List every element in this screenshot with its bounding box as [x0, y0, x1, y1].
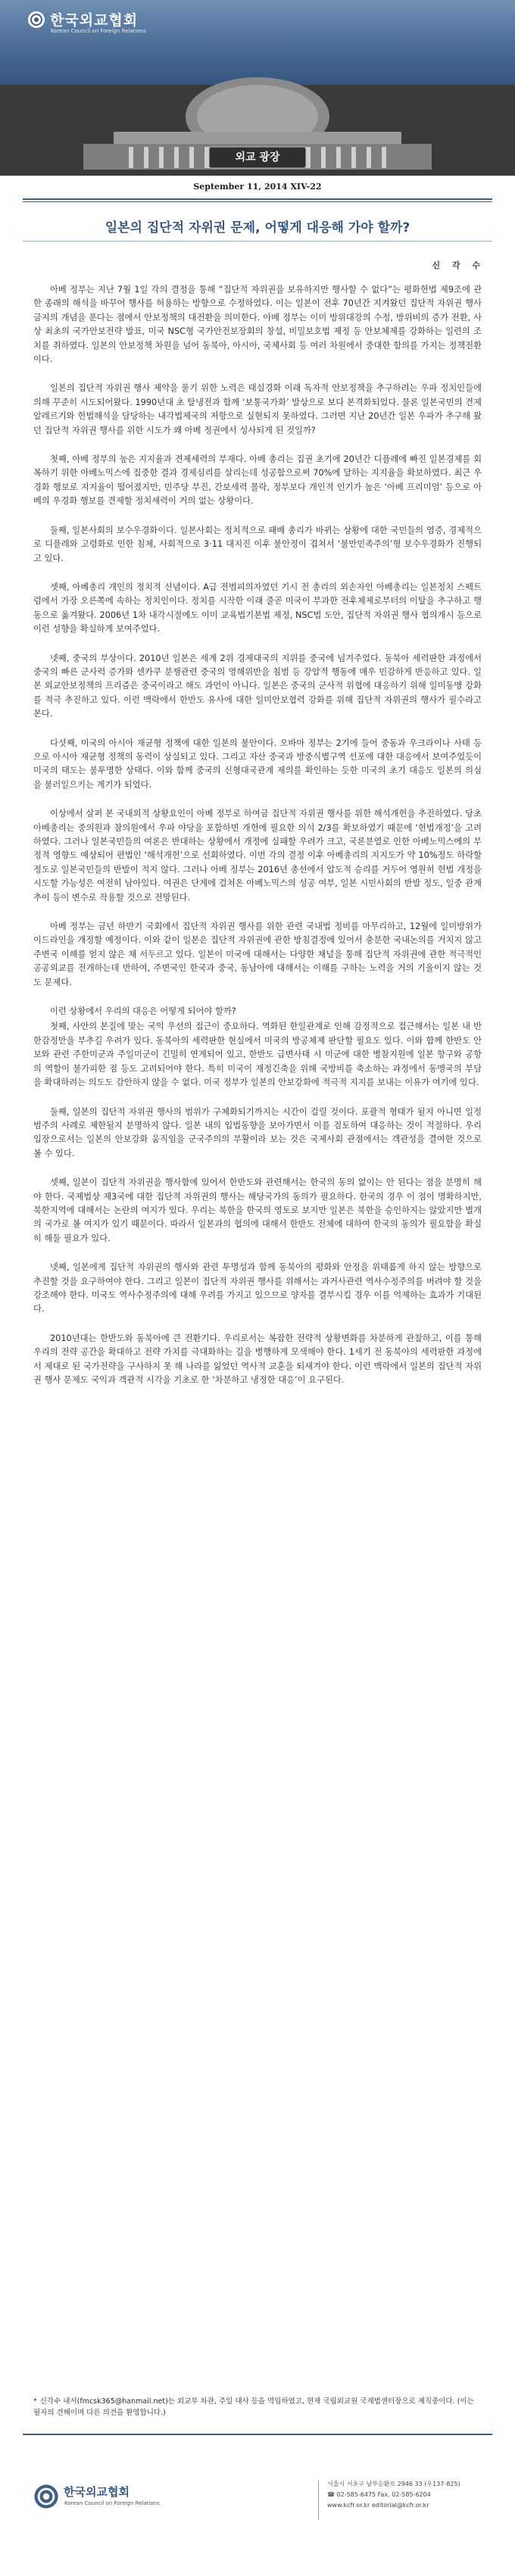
publication-name: 외교 광장 [235, 151, 280, 164]
asterisk-icon: * [33, 2397, 37, 2406]
footer-org-name-en: Korean Council on Foreign Relations [64, 2500, 160, 2506]
council-logo-icon [33, 2484, 59, 2509]
footer-phone: ☎ 02-585-6475 Fax. 02-585-6204 [327, 2491, 431, 2498]
divider [23, 241, 492, 242]
paragraph: 넷째, 일본에게 집단적 자위권의 행사와 관련 투명성과 함께 동북아의 평화와 안정을 위태롭게 하지 않는 방향으로 추진할 것을 요구하여야 한다. 그리고 일본이 집단적 자위권 행사를 위해서는 과거사관련 역사수정주의를 버려야 할 것을 강조해야 한다. 미국도 역사수정주의에 대해 우려를 가지고 있으므로 양자를 결부시킬 경우 이를 억제하는 효과가 기대된다. [33, 1262, 482, 1315]
paragraph: 아베 정부는 금년 하반기 국회에서 집단적 자위권 행사를 위한 관련 국내법 정비를 마무리하고, 12월에 일미방위가이드라인을 개정할 예정이다. 이와 같이 일본은 집단적 자위권에 관한 방침결정에 있어서 충분한 국내논의를 거치지 않고 주변국 이해를 얻지 않은 채 서두르고 있다. 일본이 미국에 대해서는 다양한 채널을 통해 집단적 자위권에 관한 적극적인 공공외교를 전개하는데 반하여, 주변국인 한국과 중국, 동남아에 대해서는 이해를 구하는 노력을 거의 기울이지 않는 것도 문제다. [33, 922, 482, 987]
paragraph: 이런 상황에서 우리의 대응은 어떻게 되어야 할까? [50, 1006, 236, 1017]
org-name-en: Korean Council on Foreign Relations [51, 28, 146, 34]
paragraph: 넷째, 중국의 부상이다. 2010년 일본은 세계 2위 경제대국의 지위를 중국에 넘겨주었다. 동북아 세력판한 과정에서 중국의 빠른 군사력 증가와 센카쿠 분쟁관련 중국의 영해위반을 침범 등 강압적 행동에 매우 민감하게 반응하고 있다. 일본 외교안보정책의 프리즘은 중국이라고 해도 과언이 아니다. 일본은 중국의 군사적 위협에 대응하기 위해 일미동맹 강화를 적극 추진하고 있다. 이런 맥락에서 한반도 유사에 대한 일미안보협력 강화를 위해 집단적 자위권의 행사가 필수라고 본다. [33, 653, 482, 719]
paragraph: 다섯째, 미국의 아시아 재균형 정책에 대한 일본의 불안이다. 오바마 정부는 2기에 들어 중동과 우크라이나 사태 등으로 아시아 재균형 정책의 동력이 상실되고 있다. 그리고 자산 중국과 방중식별구역 선포에 대한 대응에서 보여주었듯이 미국의 태도는 불투명한 상태다. 이와 함께 중국의 신형대국관계 제의를 확인하는 듯한 미국의 초기 대응도 일본의 의심을 불러일으키는 계기가 되었다. [33, 738, 482, 790]
paragraph: 셋째, 아베총리 개인의 정치적 신념이다. A급 전범피의자였던 기시 전 총리의 외손자인 아베총리는 일본정치 스펙트럼에서 가장 오른쪽에 속하는 정치인이다. 정치를 시작한 이래 줄곧 미국이 부과한 전후체제로부터의 이탈을 추구하고 행동으로 옮겨왔다. 2006년 1차 내각시절에도 이미 교육법기본법 제정, NSC법 도안, 집단적 자위권 행사 협의개시 등으로 이런 성향을 확실하게 보여주었다. [33, 582, 482, 635]
paragraph: 셋째, 일본이 집단적 자위권을 행사함에 있어서 한반도와 관련해서는 한국의 동의 없이는 안 된다는 점을 분명히 해야 한다. 국제법상 제3국에 대한 집단적 자위권의 행사는 해당국가의 동의가 필요하다. 한국의 경우 이 점이 명확하지만, 북한지역에 대해서는 논란의 여지가 있다. 우리는 북한을 한국의 영토로 보지만 일본은 북한을 승인하지는 않았지만 별개의 국가로 볼 여지가 있기 때문이다. 따라서 일본과의 협의에 대해서 한반도 전체에 대하여 한국의 동의가 필요함을 확실히 해둘 필요가 있다. [33, 1177, 482, 1243]
article-body [33, 283, 482, 1402]
org-name-ko: 한국외교협회 [50, 12, 139, 29]
article-author: 신 각 수 [432, 260, 485, 270]
publication-badge [204, 142, 311, 173]
article-title: 일본의 집단적 자위권 문제, 어떻게 대응해 가야 할까? [105, 220, 410, 235]
paragraph: 둘째, 일본의 집단적 자위권 행사의 범위가 구체화되기까지는 시간이 걸릴 것이다. 포괄적 형태가 될지 아니면 일정 범주의 사례로 제한될지 분명하지 않다. 일본 내의 입법동향을 보아가면서 이를 검토하여 대응하는 것이 적절하다. 우리 입장으로서는 일본의 안보강화 움직임을 군국주의의 부활이라 보는 것은 국제사회 관점에서는 객관성을 결여한 것으로 볼 수 있다. [33, 1106, 482, 1159]
paragraph: 이상에서 살펴 본 국내외적 상황요인이 아베 정부로 하여금 집단적 자위권 행사를 위한 해석개헌을 추진하였다. 당초 아베총리는 중의원과 참의원에서 우파 야당을 포함하면 개헌에 필요한 의석 2/3를 확보하였기 때문에 ‘헌법개정’을 고려하였다. 그러나 일본국민들의 여론은 반대하는 상황에서 개정에 실패할 우려가 크고, 국론분열로 인한 아베노믹스에의 부정적 영향도 예상되어 편법인 ‘해석개헌’으로 선회하였다. 이번 각의 결정 이후 아베총리의 지지도가 약 10%정도 하락할 정도로 일본국민들의 반발이 적지 않다. 그러나 아베 정부는 2016년 총선에서 압도적 승리를 거두어 영원히 헌법 개정을 시도할 가능성은 여전히 남아있다. 여권은 단계에 걸쳐온 아베노믹스의 성공 여부, 일본 시민사회의 반발 정도, 일중 관계 추이 등이 변수로 작용할 것으로 전망된다. [33, 809, 482, 903]
footer-org-name-ko: 한국외교협회 [64, 2485, 130, 2499]
footer-address: 서울시 서초구 남부순환로 2946 33 (우137-825) [327, 2481, 460, 2487]
paragraph: 2010년대는 한반도와 동북아에 큰 전환기다. 우리로서는 복잡한 전략적 상황변화를 차분하게 관찰하고, 이를 통해 우리의 전략 공간을 확대하고 전략 가치를 극대화하는 길을 병행하게 모색해야 한다. 1세기 전 동북아의 세력판한 과정에서 제대로 된 국가전략을 구사하지 못 해 나라를 잃었던 역사적 교훈을 되새겨야 한다. 이런 맥락에서 일본의 집단적 자위권 행사 문제도 국익과 객관적 시각을 기초로 한 ‘차분하고 냉정한 대응’이 요구된다. [33, 1333, 482, 1385]
paragraph: 첫째, 사안의 본질에 맞는 국익 우선의 접근이 중요하다. 역화된 한일관계로 인해 감정적으로 접근해서는 일본 내 반한감정만을 부추길 우려가 있다. 동북아의 세력판한 현실에서 미국의 방공체제 판단할 필요도 있다. 이와 함께 한반도 안보와 관련 주한미군과 주일미군이 긴밀히 연계되어 있고, 한반도 급변사태 시 미군에 대한 병참지원에 일본 항구와 공항의 역할이 불가피한 점 등도 고려되어야 한다. 특히 미국이 재정긴축을 위해 국방비를 축소하는 과정에서 동맹국의 부담을 확대하려는 의도도 감안하지 않을 수 없다. 미국 정부가 일본의 안보강화에 적극적 지지를 보내는 이유가 여기에 있다. [33, 1021, 482, 1088]
divider [23, 198, 492, 200]
paragraph: 일본의 집단적 자위권 행사 제약을 풀기 위한 노력은 태실경화 이래 독자적 안보정책을 추구하려는 우파 정치인들에 의해 꾸준히 시도되어왔다. 1990년대 초 탈냉전과 함께 ‘보통국가화’ 발상으로 보다 본격화되었다. 물론 일본국민의 견제 알레르기와 헌법해석을 담당하는 내각법제국의 저항으로 실현되지 못하였다. 그러면 지난 20년간 일본 우파가 추구해 왔던 집단적 자위권 행사를 위한 시도가 왜 아베 정권에서 성사되게 된 것일까? [33, 383, 482, 435]
author-footnote [33, 2396, 482, 2419]
contact-info [327, 2479, 494, 2511]
council-logo-icon [27, 11, 45, 29]
divider [23, 201, 492, 202]
issue-date: September 11, 2014 XIV-22 [193, 182, 322, 192]
divider [23, 2434, 492, 2435]
divider [318, 2481, 319, 2520]
paragraph: 첫째, 아베 정부의 높은 지지율과 견제세력의 부재다. 아베 총리는 집권 초기에 20년간 디플레에 빠진 일본경제를 회복하기 위한 아베노믹스에 집중한 결과 경제심리를 살리는데 성공함으로써 70%에 달하는 지지율을 확보하였다. 최근 우경화 행보로 지지율이 떨어졌지만, 민주당 부진, 간보세력 몰락, 정부보다 개인적 인기가 높은 ‘아베 프리미엄’ 등으로 아베의 우경화 행보를 견제할 정치세력이 거의 없는 상황이다. [33, 454, 482, 507]
paragraph: 아베 정부는 지난 7월 1일 각의 결정을 통해 “집단적 자위권을 보유하지만 행사할 수 없다”는 평화헌법 제9조에 관한 종래의 해석을 바꾸어 행사를 허용하는 방향으로 수정하였다. 이는 일본이 전후 70년간 지켜왔던 집단적 자위권 행사금지의 개념을 푼다는 점에서 안보정책의 대전환을 의미한다. 아베 정부는 이미 방위대강의 수정, 방위비의 증가 전환, 사상 최초의 국가안보전략 발표, 미국 NSC형 국가안전보장회의 창설, 비밀보호법 제정 등 안보체제를 강화하는 일련의 조치를 취하였다. 일본의 안보정책 차원을 넘어 동북아, 아시아, 국제사회 등 여러 차원에서 중대한 함의를 가지는 정책전환이다. [33, 285, 482, 365]
footer-web[interactable]: www.kcfr.or.kr editorial@kcfr.or.kr [327, 2502, 429, 2509]
paragraph: 둘째, 일본사회의 보수우경화이다. 일본사회는 정치적으로 패배 총리가 바뀌는 상황에 대한 국민들의 염증, 경제적으로 디플레와 고령화로 인한 침체, 사회적으로 3·11 대지진 이후 불안정이 겹쳐서 ‘불만민족주의’형 보수우경화가 진행되고 있다. [33, 525, 482, 563]
footnote-text: 신각수 내서(fmcsk365@hanmail.net)는 외교부 차관, 주일 대사 등을 역임하였고, 현재 국립외교원 국제법센터장으로 재직중이다. (이는 필자의 견해이며 다른 의견을 환영합니다.) [33, 2397, 474, 2417]
footer [0, 2453, 515, 2576]
